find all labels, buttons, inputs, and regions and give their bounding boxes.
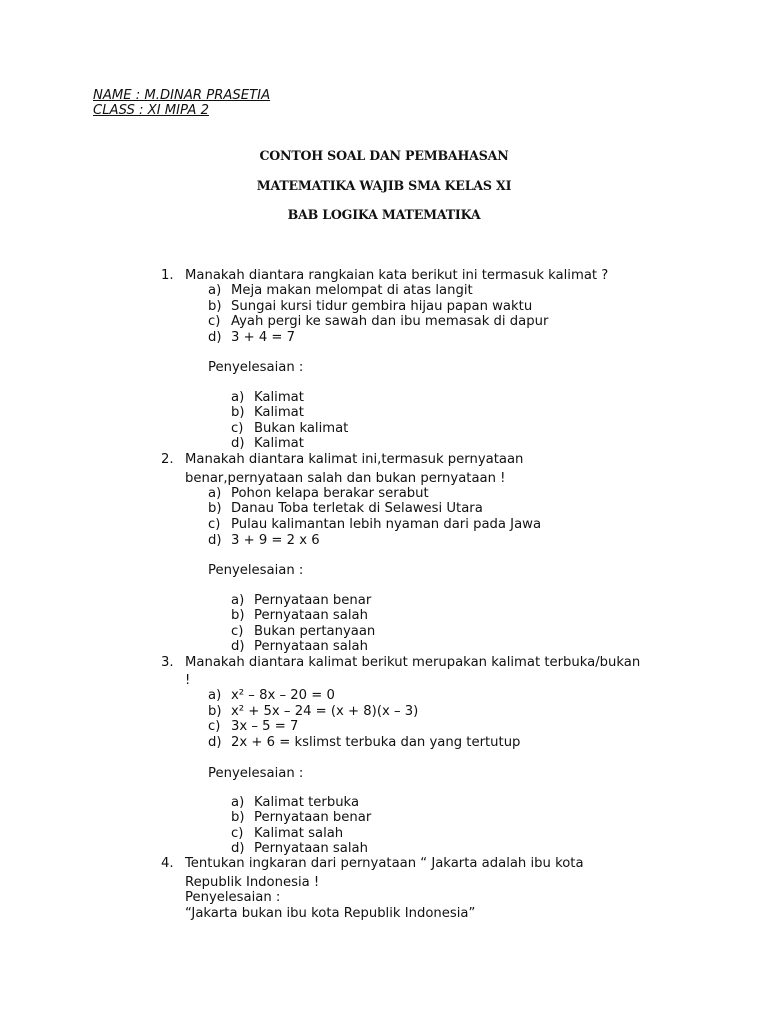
student-name: NAME : M.DINAR PRASETIA (93, 88, 271, 103)
question-number: 1. (161, 268, 174, 283)
question-text: Manakah diantara kalimat ini,termasuk pernyataan (185, 452, 524, 467)
answer-item (231, 827, 343, 840)
title-line-1: CONTOH SOAL DAN PEMBAHASAN (259, 148, 509, 163)
option-item (208, 534, 320, 547)
answer-label: a) (231, 795, 245, 810)
answer-text: Kalimat terbuka (254, 795, 360, 810)
option-label: d) (208, 735, 222, 750)
option-label: a) (208, 486, 222, 501)
option-item (208, 518, 541, 531)
option-label: c) (208, 719, 221, 734)
answer-text: Pernyataan salah (254, 639, 368, 654)
answer-item (231, 391, 304, 404)
answer-item (231, 594, 371, 607)
answer-label: b) (231, 405, 245, 420)
answer-text: “Jakarta bukan ibu kota Republik Indonesia” (185, 906, 476, 921)
option-text: Meja makan melompat di atas langit (231, 283, 473, 298)
solution-label: Penyelesaian : (208, 360, 304, 375)
option-text: x² – 8x – 20 = 0 (231, 688, 335, 703)
answer-item (231, 437, 304, 450)
option-item (208, 300, 532, 313)
answer-label: a) (231, 390, 245, 405)
option-item (208, 331, 295, 344)
option-item (208, 315, 548, 328)
option-item (208, 502, 483, 515)
answer-item (231, 842, 368, 855)
question-text: Manakah diantara kalimat berikut merupakan kalimat terbuka/bukan (185, 655, 641, 670)
answer-label: a) (231, 593, 245, 608)
question-text: Tentukan ingkaran dari pernyataan “ Jakarta adalah ibu kota (185, 856, 584, 871)
answer-text: Pernyataan benar (254, 593, 372, 608)
answer-text: Kalimat (254, 436, 304, 451)
answer-text: Bukan pertanyaan (254, 624, 376, 639)
option-label: b) (208, 501, 222, 516)
answer-item (231, 796, 359, 809)
question-text: Manakah diantara rangkaian kata berikut ini termasuk kalimat ? (185, 268, 609, 283)
answer-item (231, 422, 348, 435)
answer-label: b) (231, 810, 245, 825)
answer-label: b) (231, 608, 245, 623)
option-label: a) (208, 283, 222, 298)
answer-text: Kalimat salah (254, 826, 344, 841)
question-number: 2. (161, 452, 174, 467)
option-item (208, 487, 429, 500)
student-class: CLASS : XI MIPA 2 (93, 103, 209, 118)
option-item (208, 705, 418, 718)
option-text: Sungai kursi tidur gembira hijau papan waktu (231, 299, 533, 314)
answer-text: Kalimat (254, 405, 304, 420)
question-number: 3. (161, 655, 174, 670)
answer-label: d) (231, 639, 245, 654)
answer-item (231, 406, 304, 419)
answer-label: c) (231, 624, 244, 639)
option-label: c) (208, 517, 221, 532)
option-label: a) (208, 688, 222, 703)
answer-text: Pernyataan benar (254, 810, 372, 825)
option-label: d) (208, 533, 222, 548)
answer-label: c) (231, 826, 244, 841)
question-text: ! (185, 673, 191, 688)
option-label: b) (208, 299, 222, 314)
option-text: x² + 5x – 24 = (x + 8)(x – 3) (231, 704, 419, 719)
option-text: 2x + 6 = kslimst terbuka dan yang tertutup (231, 735, 521, 750)
option-text: 3x – 5 = 7 (231, 719, 299, 734)
solution-label: Penyelesaian : (208, 766, 304, 781)
answer-item (231, 609, 368, 622)
title-line-3: BAB LOGIKA MATEMATIKA (287, 207, 481, 222)
option-label: d) (208, 330, 222, 345)
answer-text: Pernyataan salah (254, 841, 368, 856)
answer-text: Pernyataan salah (254, 608, 368, 623)
answer-label: c) (231, 421, 244, 436)
option-text: Pulau kalimantan lebih nyaman dari pada Jawa (231, 517, 542, 532)
option-text: Ayah pergi ke sawah dan ibu memasak di dapur (231, 314, 549, 329)
answer-item (231, 811, 371, 824)
option-item (208, 736, 520, 749)
title-line-2: MATEMATIKA WAJIB SMA KELAS XI (256, 178, 512, 193)
question-number: 4. (161, 856, 174, 871)
option-label: b) (208, 704, 222, 719)
option-item (208, 284, 473, 297)
solution-label: Penyelesaian : (208, 563, 304, 578)
answer-item (231, 625, 375, 638)
option-text: 3 + 4 = 7 (231, 330, 296, 345)
option-text: Pohon kelapa berakar serabut (231, 486, 429, 501)
answer-text: Bukan kalimat (254, 421, 349, 436)
answer-label: d) (231, 436, 245, 451)
option-item (208, 720, 298, 733)
option-label: c) (208, 314, 221, 329)
solution-label: Penyelesaian : (185, 890, 281, 905)
question-text: benar,pernyataan salah dan bukan pernyataan ! (185, 471, 506, 486)
answer-item (231, 640, 368, 653)
option-item (208, 689, 335, 702)
answer-label: d) (231, 841, 245, 856)
answer-text: Kalimat (254, 390, 304, 405)
option-text: Danau Toba terletak di Selawesi Utara (231, 501, 483, 516)
option-text: 3 + 9 = 2 x 6 (231, 533, 320, 548)
question-text: Republik Indonesia ! (185, 875, 320, 890)
